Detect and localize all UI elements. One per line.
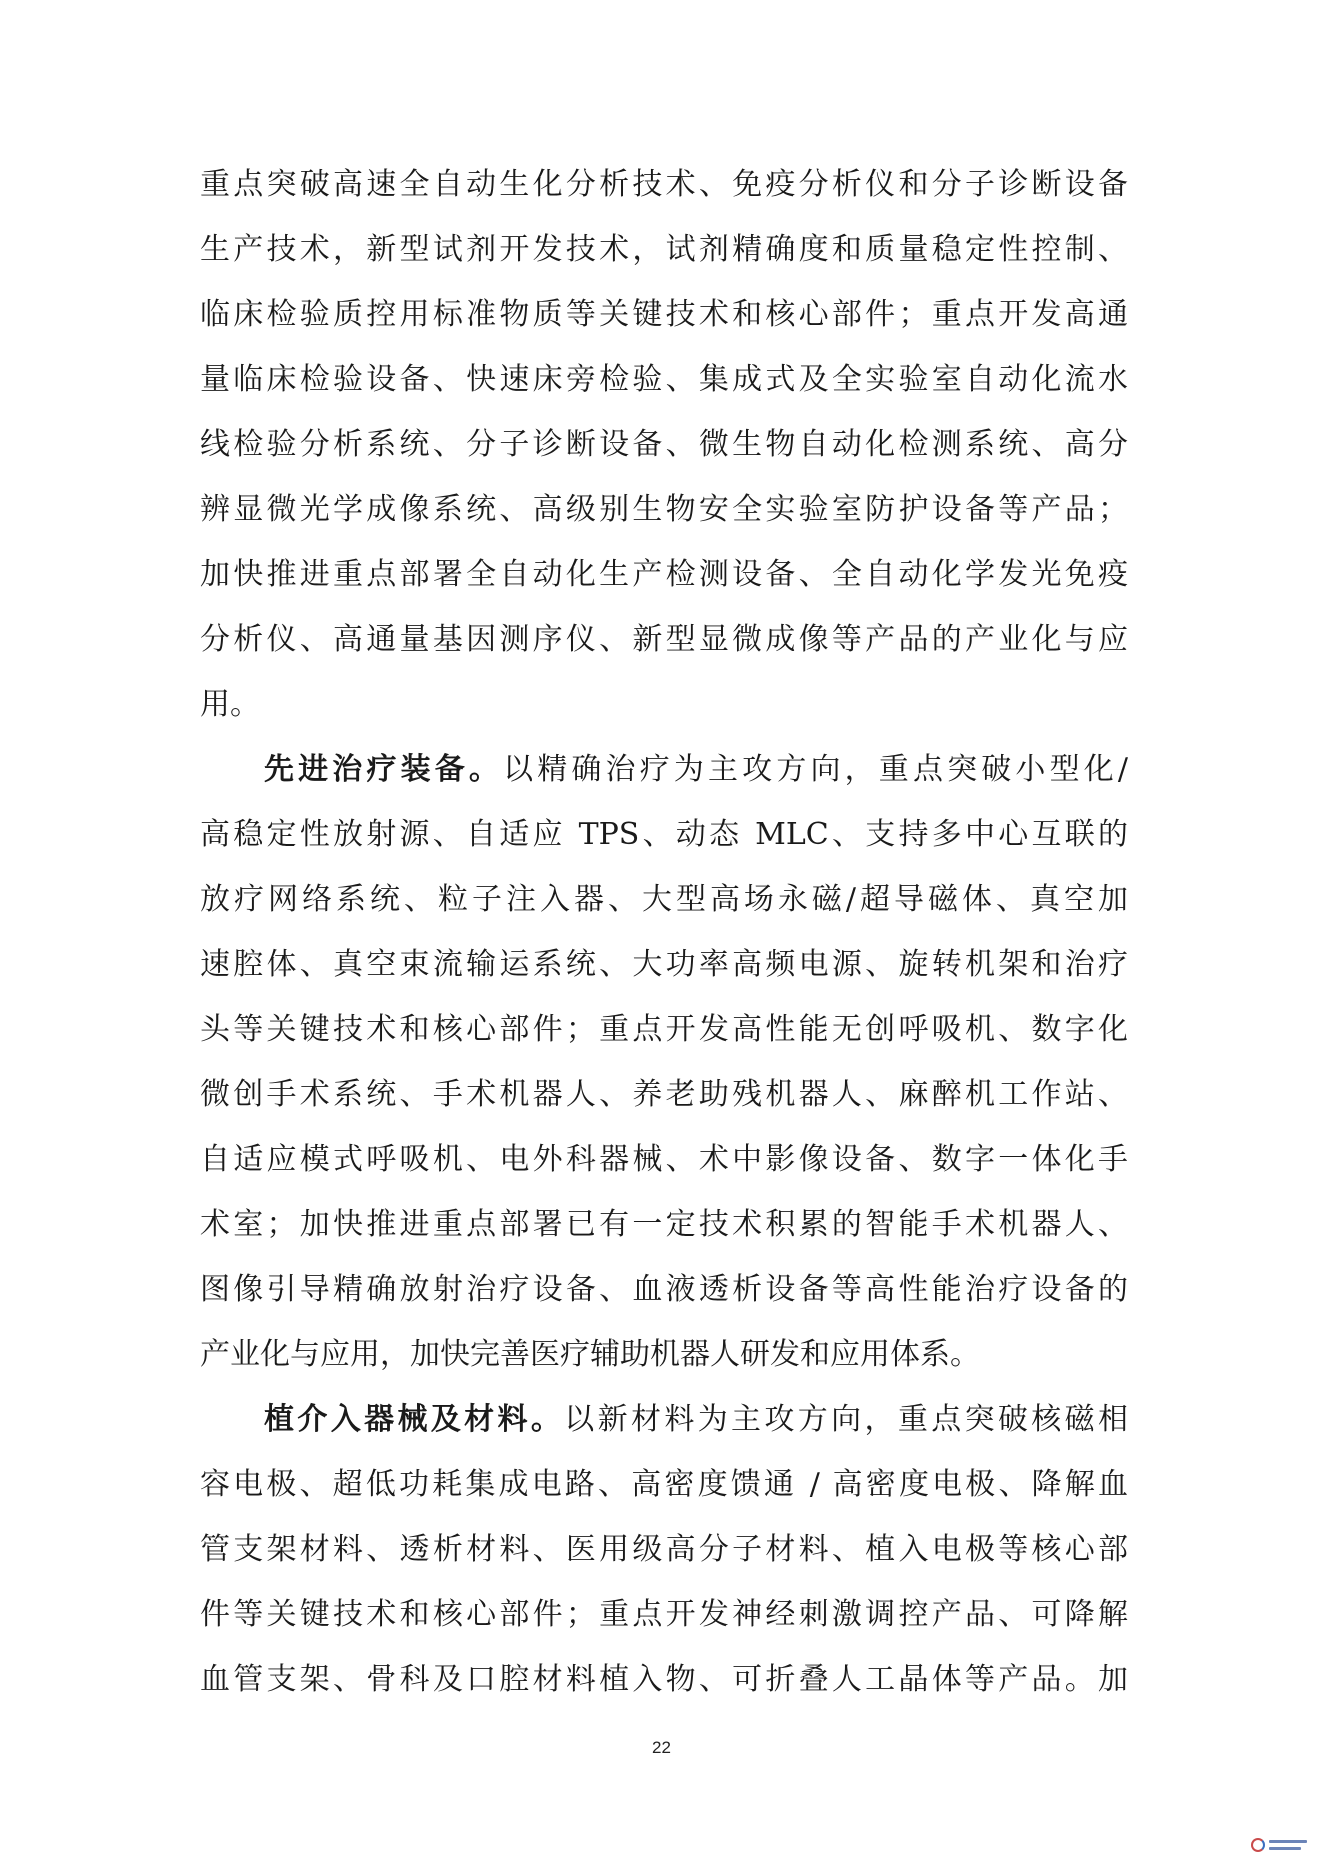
paragraph-2-line-5: 头等关键技术和核心部件；重点开发高性能无创呼吸机、数字化 <box>200 1012 1128 1047</box>
watermark-logo-icon <box>1251 1835 1309 1857</box>
paragraph-2-line-6: 微创手术系统、手术机器人、养老助残机器人、麻醉机工作站、 <box>200 1077 1128 1112</box>
watermark-bar <box>1269 1847 1301 1850</box>
paragraph-1-line-2: 生产技术，新型试剂开发技术，试剂精确度和质量稳定性控制、 <box>200 232 1128 267</box>
paragraph-2-first-line <box>200 737 1128 802</box>
paragraph-2-line-2: 高稳定性放射源、自适应 TPS、动态 MLC、支持多中心互联的 <box>200 817 1128 852</box>
paragraph-1-line-7: 加快推进重点部署全自动化生产检测设备、全自动化学发光免疫 <box>200 557 1128 592</box>
paragraph-3-line-2: 容电极、超低功耗集成电路、高密度馈通 / 高密度电极、降解血 <box>200 1467 1128 1502</box>
paragraph-3-line-4: 件等关键技术和核心部件；重点开发神经刺激调控产品、可降解 <box>200 1597 1128 1632</box>
section-heading-implants: 植介入器械及材料。 <box>264 1402 565 1437</box>
paragraph-3-line-5: 血管支架、骨科及口腔材料植入物、可折叠人工晶体等产品。加 <box>200 1662 1128 1697</box>
paragraph-2-line-8: 术室；加快推进重点部署已有一定技术积累的智能手术机器人、 <box>200 1207 1128 1242</box>
paragraph-2-line-4: 速腔体、真空束流输运系统、大功率高频电源、旋转机架和治疗 <box>200 947 1128 982</box>
paragraph-2-line-9: 图像引导精确放射治疗设备、血液透析设备等高性能治疗设备的 <box>200 1272 1128 1307</box>
paragraph-3-line-3: 管支架材料、透析材料、医用级高分子材料、植入电极等核心部 <box>200 1532 1128 1567</box>
paragraph-2-line-7: 自适应模式呼吸机、电外科器械、术中影像设备、数字一体化手 <box>200 1142 1128 1177</box>
paragraph-1-line-3: 临床检验质控用标准物质等关键技术和核心部件；重点开发高通 <box>200 297 1128 332</box>
paragraph-3-first-line-text: 以新材料为主攻方向，重点突破核磁相 <box>564 1402 1129 1437</box>
watermark-bar <box>1269 1840 1307 1843</box>
paragraph-2-line-10: 产业化与应用，加快完善医疗辅助机器人研发和应用体系。 <box>200 1337 980 1372</box>
paragraph-1-line-4: 量临床检验设备、快速床旁检验、集成式及全实验室自动化流水 <box>200 362 1128 397</box>
paragraph-1-line-5: 线检验分析系统、分子诊断设备、微生物自动化检测系统、高分 <box>200 427 1128 462</box>
paragraph-1-line-1: 重点突破高速全自动生化分析技术、免疫分析仪和分子诊断设备 <box>200 167 1128 202</box>
paragraph-1-line-8: 分析仪、高通量基因测序仪、新型显微成像等产品的产业化与应 <box>200 622 1128 657</box>
swirl-icon <box>1251 1838 1265 1852</box>
paragraph-2-line-3: 放疗网络系统、粒子注入器、大型高场永磁/超导磁体、真空加 <box>200 882 1128 917</box>
page-number: 22 <box>652 1738 671 1757</box>
paragraph-3-first-line <box>200 1387 1128 1452</box>
section-heading-advanced-therapy: 先进治疗装备。 <box>264 752 504 787</box>
paragraph-1-line-6: 辨显微光学成像系统、高级别生物安全实验室防护设备等产品； <box>200 492 1128 527</box>
paragraph-1-line-9: 用。 <box>200 687 260 722</box>
document-body <box>200 152 1128 1712</box>
paragraph-2-first-line-text: 以精确治疗为主攻方向，重点突破小型化/ <box>503 752 1129 787</box>
